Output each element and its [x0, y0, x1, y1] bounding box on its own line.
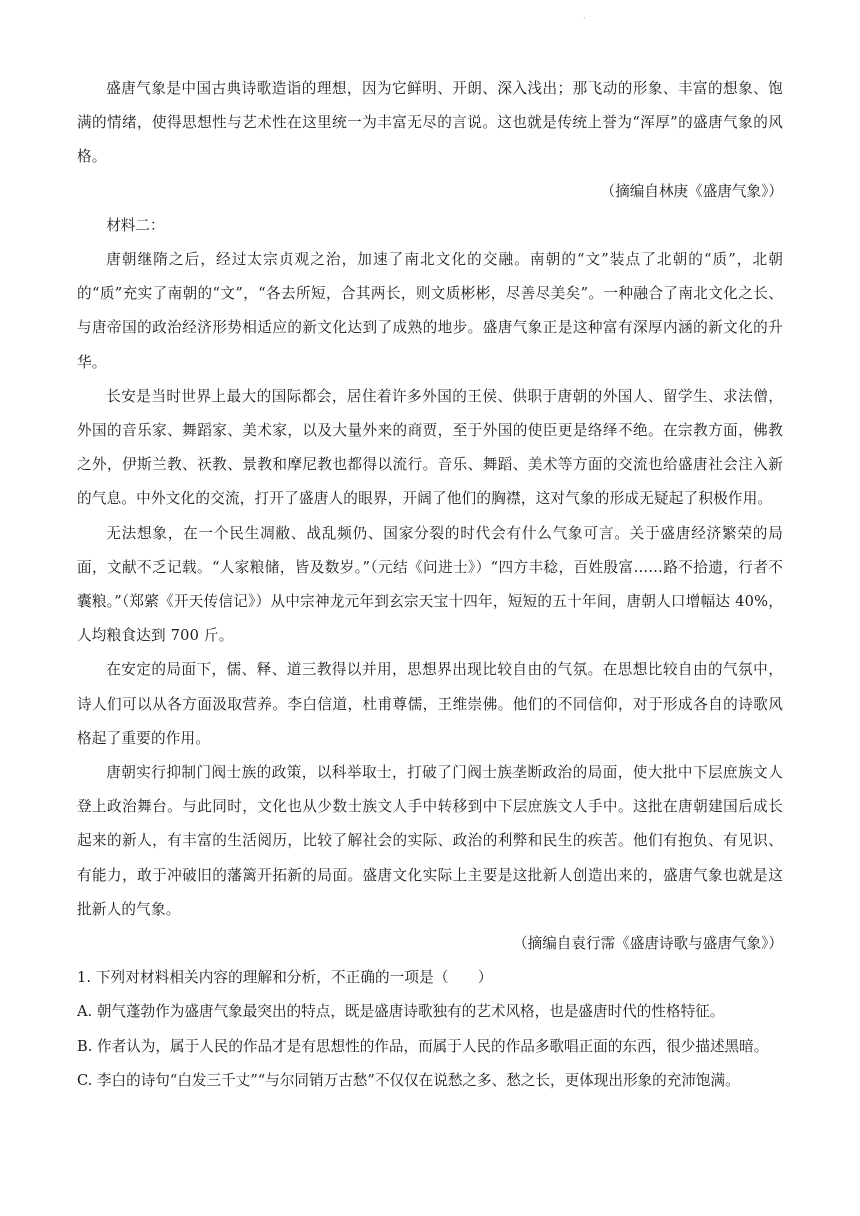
- question-1-option-a[interactable]: A. 朝气蓬勃作为盛唐气象最突出的特点，既是盛唐诗歌独有的艺术风格，也是盛唐时代的性格特征。: [77, 1003, 725, 1021]
- material2-paragraph-3: 无法想象，在一个民生凋敝、战乱频仍、国家分裂的时代会有什么气象可言。关于盛唐经济繁荣的局面，文献不乏记载。“人家粮储，皆及数岁。”（元结《问进士》）“四方丰稔，百姓殷富……路不拾遗，行者不囊粮。”（郑綮《开天传信记》）从中宗神龙元年到玄宗天宝十四年，短短的五十年间，唐朝人口增幅达 40%，人均粮食达到 700 斤。: [77, 524, 783, 645]
- material2-paragraph-4: 在安定的局面下，儒、释、道三教得以并用，思想界出现比较自由的气氛。在思想比较自由的气氛中，诗人们可以从各方面汲取营养。李白信道，杜甫尊儒，王维崇佛。他们的不同信仰，对于形成各自的诗歌风格起了重要的作用。: [77, 661, 783, 747]
- material2-paragraph-1: 唐朝继隋之后，经过太宗贞观之治，加速了南北文化的交融。南朝的“文”装点了北朝的“质”，北朝的“质”充实了南朝的“文”，“各去所短，合其两长，则文质彬彬，尽善尽美矣”。一种融合了南北文化之长、与唐帝国的政治经济形势相适应的新文化达到了成熟的地步。盛唐气象正是这种富有深厚内涵的新文化的升华。: [77, 251, 783, 371]
- header-mark: ·: [583, 14, 586, 23]
- material2-paragraph-2: 长安是当时世界上最大的国际都会，居住着许多外国的王侯、供职于唐朝的外国人、留学生、求法僧，外国的音乐家、舞蹈家、美术家，以及大量外来的商贾，至于外国的使臣更是络绎不绝。在宗教方面，佛教之外，伊斯兰教、祆教、景教和摩尼教也都得以流行。音乐、舞蹈、美术等方面的交流也给盛唐社会注入新的气息。中外文化的交流，打开了盛唐人的眼界，开阔了他们的胸襟，这对气象的形成无疑起了积极作用。: [77, 387, 783, 508]
- material2-label: 材料二：: [106, 216, 165, 234]
- document-body: [77, 72, 783, 1098]
- question-1-option-b[interactable]: B. 作者认为，属于人民的作品才是有思想性的作品，而属于人民的作品多歌唱正面的东西，很少描述黑暗。: [77, 1037, 769, 1055]
- material1-source: （摘编自林庚《盛唐气象》）: [600, 182, 783, 200]
- material2-source: （摘编自袁行霈《盛唐诗歌与盛唐气象》）: [513, 935, 783, 953]
- material1-paragraph: 盛唐气象是中国古典诗歌造诣的理想，因为它鲜明、开朗、深入浅出；那飞动的形象、丰富的想象、饱满的情绪，使得思想性与艺术性在这里统一为丰富无尽的言说。这也就是传统上誉为“浑厚”的盛唐气象的风格。: [77, 80, 783, 166]
- material2-paragraph-5: 唐朝实行抑制门阀士族的政策，以科举取士，打破了门阀士族垄断政治的局面，使大批中下层庶族文人登上政治舞台。与此同时，文化也从少数士族文人手中转移到中下层庶族文人手中。这批在唐朝建国后成长起来的新人，有丰富的生活阅历，比较了解社会的实际、政治的利弊和民生的疾苦。他们有抱负、有见识、有能力，敢于冲破旧的藩篱开拓新的局面。盛唐文化实际上主要是这批新人创造出来的，盛唐气象也就是这批新人的气象。: [77, 764, 783, 918]
- question-1-option-c[interactable]: C. 李白的诗句“白发三千丈”“与尔同销万古愁”不仅仅在说愁之多、愁之长，更体现出形象的充沛饱满。: [77, 1071, 740, 1089]
- question-1-stem: 1. 下列对材料相关内容的理解和分析，不正确的一项是（ ）: [77, 969, 493, 987]
- question-1: [77, 961, 783, 1098]
